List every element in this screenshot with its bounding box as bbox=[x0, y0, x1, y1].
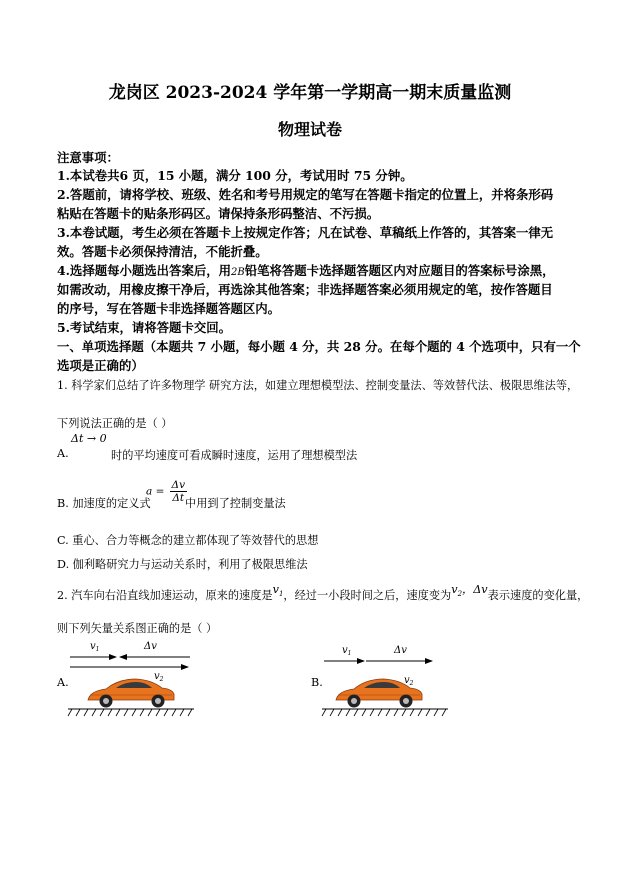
q2-v2-sub: 2 bbox=[457, 590, 463, 599]
q1-option-d: D. 伽利略研究力与运动关系时，利用了极限思维法 bbox=[57, 558, 308, 571]
figure-a-diagram bbox=[66, 636, 198, 718]
q2-stem-part: ，经过一小段时间之后，速度变为 bbox=[283, 589, 452, 602]
note-line: 的序号，写在答题卡非选择题答题区内。 bbox=[57, 301, 281, 316]
figure-b-diagram bbox=[320, 636, 452, 718]
q2-stem-part: 表示速度的变化量， bbox=[487, 589, 589, 602]
q1-option-b-text2: 中用到了控制变量法 bbox=[185, 497, 286, 510]
ground-hatching bbox=[68, 709, 194, 716]
formula-lhs: a = bbox=[146, 485, 165, 498]
q2-stem-line2: 则下列矢量关系图正确的是（ ） bbox=[57, 622, 218, 635]
note-line: 2.答题前，请将学校、班级、姓名和考号用规定的笔写在答题卡指定的位置上，并将条形码 bbox=[57, 187, 554, 202]
q2-dv: ，Δv bbox=[462, 583, 488, 596]
exam-title: 龙岗区 2023-2024 学年第一学期高一期末质量监测 bbox=[108, 83, 512, 103]
q2-stem bbox=[57, 583, 589, 604]
note-line: 效。答题卡必须保持清洁，不能折叠。 bbox=[57, 244, 268, 259]
section-heading: 选项是正确的） bbox=[57, 358, 144, 373]
q2-v2 bbox=[451, 583, 488, 599]
q1-option-b-text: B. 加速度的定义式 bbox=[57, 497, 151, 510]
notes-heading: 注意事项： bbox=[57, 150, 119, 165]
q1-option-a-math: Δt → 0 bbox=[71, 432, 107, 445]
q2-v2-symbol: v bbox=[451, 583, 458, 596]
formula-denominator: Δt bbox=[172, 492, 185, 504]
section-heading: 一、单项选择题（本题共 7 小题，每小题 4 分，共 28 分。在每个题的 4 个选项中，只有一个 bbox=[57, 339, 581, 354]
ground-hatching bbox=[322, 709, 448, 716]
car-icon bbox=[88, 679, 174, 708]
q1-option-c: C. 重心、合力等概念的建立都体现了等效替代的思想 bbox=[57, 534, 319, 547]
q2-v1-symbol: v bbox=[272, 583, 279, 596]
delta-v-label: Δv bbox=[394, 645, 407, 656]
note-line: 3.本卷试题，考生必须在答题卡上按规定作答；凡在试卷、草稿纸上作答的，其答案一律无 bbox=[57, 225, 554, 240]
q1-option-a-label: A. bbox=[57, 447, 69, 460]
v2-label: $v_2$ bbox=[154, 671, 164, 683]
formula-numerator: Δv bbox=[171, 479, 186, 491]
delta-v-label: Δv bbox=[144, 641, 157, 652]
note-line-part: 铅笔将答题卡选择题答题区内对应题目的答案标号涂黑， bbox=[244, 263, 555, 278]
note-line: 如需改动，用橡皮擦干净后，再选涂其他答案；非选择题答案必须用规定的笔，按作答题目 bbox=[57, 282, 553, 297]
figure-a-label: A. bbox=[57, 676, 69, 689]
v2-label: $v_2$ bbox=[404, 675, 414, 687]
note-line: 1.本试卷共6 页，15 小题，满分 100 分，考试用时 75 分钟。 bbox=[57, 168, 413, 183]
q2-v1 bbox=[272, 583, 284, 599]
v1-label: $v_1$ bbox=[342, 645, 352, 657]
note-line: 粘贴在答题卡的贴条形码区。请保持条形码整洁、不污损。 bbox=[57, 206, 380, 221]
q1-stem-line2: 下列说法正确的是（ ） bbox=[57, 417, 173, 430]
q1-option-a-text: 时的平均速度可看成瞬时速度，运用了理想模型法 bbox=[111, 449, 358, 462]
q1-stem: 1. 科学家们总结了许多物理学 研究方法，如建立理想模型法、控制变量法、等效替代法、极限思维法等， bbox=[57, 379, 579, 392]
pencil-grade: 2B bbox=[231, 267, 245, 278]
figure-b-label: B. bbox=[311, 676, 323, 689]
note-line: 5.考试结束，请将答题卡交回。 bbox=[57, 320, 232, 335]
exam-subtitle: 物理试卷 bbox=[277, 120, 342, 139]
q1-option-b-formula bbox=[146, 479, 187, 504]
note-line bbox=[57, 261, 555, 279]
q2-stem-part: 2. 汽车向右沿直线加速运动，原来的速度是 bbox=[57, 589, 273, 602]
q2-v1-sub: 1 bbox=[278, 590, 284, 599]
note-line-part: 4.选择题每小题选出答案后，用 bbox=[57, 263, 232, 278]
v1-label: $v_1$ bbox=[90, 641, 100, 653]
